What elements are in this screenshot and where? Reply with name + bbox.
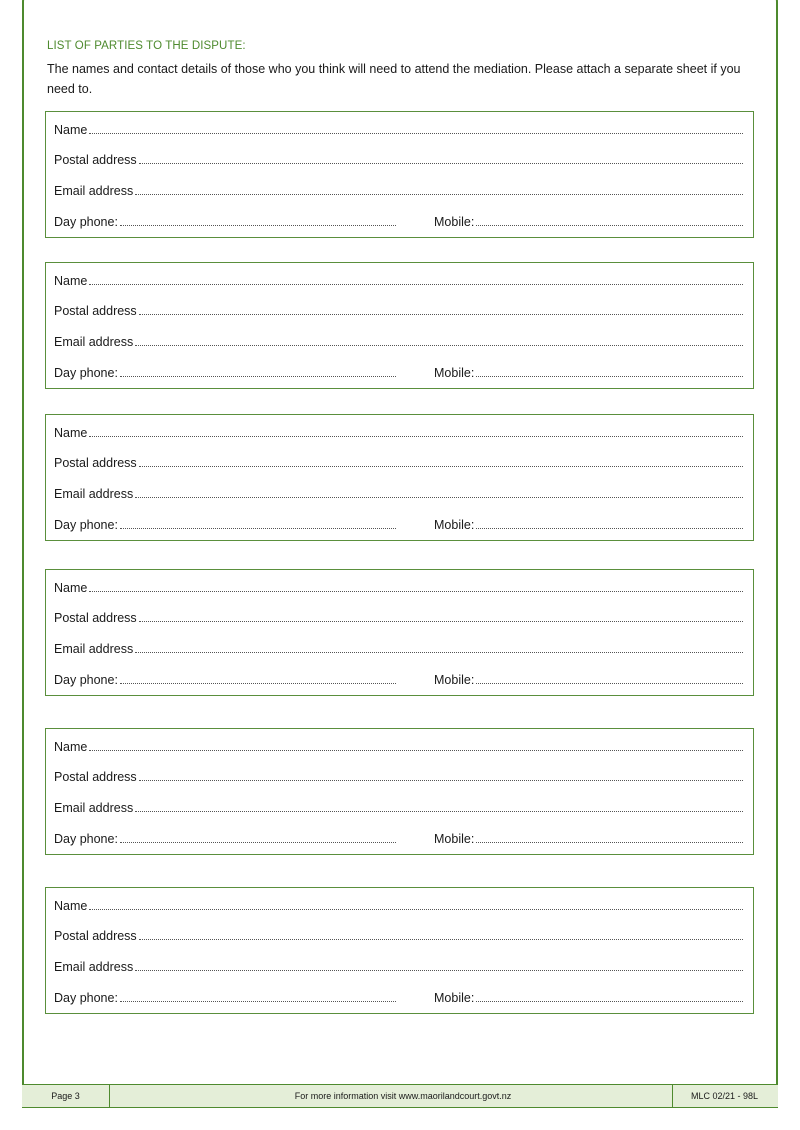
email-address-field[interactable] <box>54 485 743 501</box>
day-phone-field[interactable] <box>54 516 396 532</box>
party-entry-box <box>45 111 754 238</box>
day-phone-label: Day phone: <box>54 518 118 532</box>
footer-bar <box>22 1084 778 1108</box>
name-line[interactable] <box>89 133 743 134</box>
mobile-line[interactable] <box>476 225 743 226</box>
name-label: Name <box>54 274 88 288</box>
name-line[interactable] <box>89 909 743 910</box>
postal-address-line[interactable] <box>139 939 743 940</box>
postal-address-label: Postal address <box>54 929 137 943</box>
email-address-line[interactable] <box>135 970 743 971</box>
day-phone-line[interactable] <box>120 1001 396 1002</box>
day-phone-label: Day phone: <box>54 366 118 380</box>
mobile-line[interactable] <box>476 683 743 684</box>
name-line[interactable] <box>89 750 743 751</box>
mobile-label: Mobile: <box>434 673 475 687</box>
postal-address-field[interactable] <box>54 302 743 318</box>
name-field[interactable] <box>54 121 743 137</box>
day-phone-field[interactable] <box>54 989 396 1005</box>
day-phone-label: Day phone: <box>54 215 118 229</box>
email-address-label: Email address <box>54 960 134 974</box>
email-address-field[interactable] <box>54 640 743 656</box>
postal-address-label: Postal address <box>54 304 137 318</box>
mobile-line[interactable] <box>476 528 743 529</box>
party-entry-box <box>45 887 754 1014</box>
postal-address-field[interactable] <box>54 454 743 470</box>
mobile-field[interactable] <box>434 830 743 846</box>
postal-address-line[interactable] <box>139 163 743 164</box>
instructions-text: The names and contact details of those who you think will need to attend the mediation. Please attach a separate sheet if you need to. <box>47 62 741 96</box>
name-line[interactable] <box>89 591 743 592</box>
email-address-label: Email address <box>54 335 134 349</box>
name-line[interactable] <box>89 284 743 285</box>
postal-address-field[interactable] <box>54 609 743 625</box>
day-phone-label: Day phone: <box>54 832 118 846</box>
email-address-line[interactable] <box>135 194 743 195</box>
name-label: Name <box>54 581 88 595</box>
party-entry-box <box>45 728 754 855</box>
email-address-line[interactable] <box>135 345 743 346</box>
phone-row <box>54 213 743 229</box>
name-label: Name <box>54 123 88 137</box>
phone-row <box>54 364 743 380</box>
email-address-label: Email address <box>54 184 134 198</box>
email-address-label: Email address <box>54 801 134 815</box>
email-address-label: Email address <box>54 642 134 656</box>
name-field[interactable] <box>54 424 743 440</box>
postal-address-label: Postal address <box>54 456 137 470</box>
day-phone-label: Day phone: <box>54 991 118 1005</box>
name-label: Name <box>54 426 88 440</box>
mobile-field[interactable] <box>434 989 743 1005</box>
name-field[interactable] <box>54 897 743 913</box>
mobile-field[interactable] <box>434 213 743 229</box>
postal-address-line[interactable] <box>139 780 743 781</box>
mobile-field[interactable] <box>434 671 743 687</box>
postal-address-line[interactable] <box>139 621 743 622</box>
name-line[interactable] <box>89 436 743 437</box>
mobile-line[interactable] <box>476 1001 743 1002</box>
mobile-label: Mobile: <box>434 366 475 380</box>
page-number: Page 3 <box>22 1085 110 1107</box>
day-phone-line[interactable] <box>120 225 396 226</box>
name-field[interactable] <box>54 579 743 595</box>
mobile-label: Mobile: <box>434 215 475 229</box>
party-entry-box <box>45 414 754 541</box>
mobile-field[interactable] <box>434 364 743 380</box>
party-entry-box <box>45 262 754 389</box>
day-phone-field[interactable] <box>54 671 396 687</box>
postal-address-field[interactable] <box>54 768 743 784</box>
mobile-label: Mobile: <box>434 518 475 532</box>
postal-address-label: Postal address <box>54 153 137 167</box>
postal-address-field[interactable] <box>54 151 743 167</box>
postal-address-line[interactable] <box>139 466 743 467</box>
email-address-field[interactable] <box>54 333 743 349</box>
day-phone-label: Day phone: <box>54 673 118 687</box>
email-address-field[interactable] <box>54 958 743 974</box>
phone-row <box>54 830 743 846</box>
name-label: Name <box>54 899 88 913</box>
phone-row <box>54 671 743 687</box>
postal-address-label: Postal address <box>54 611 137 625</box>
mobile-label: Mobile: <box>434 832 475 846</box>
email-address-label: Email address <box>54 487 134 501</box>
postal-address-field[interactable] <box>54 927 743 943</box>
footer-info-text: For more information visit www.maorilandcourt.govt.nz <box>294 1091 512 1101</box>
email-address-field[interactable] <box>54 182 743 198</box>
day-phone-line[interactable] <box>120 842 396 843</box>
day-phone-line[interactable] <box>120 528 396 529</box>
postal-address-label: Postal address <box>54 770 137 784</box>
phone-row <box>54 989 743 1005</box>
mobile-line[interactable] <box>476 842 743 843</box>
postal-address-line[interactable] <box>139 314 743 315</box>
mobile-label: Mobile: <box>434 991 475 1005</box>
email-address-line[interactable] <box>135 811 743 812</box>
name-label: Name <box>54 740 88 754</box>
email-address-line[interactable] <box>135 652 743 653</box>
section-title: LIST OF PARTIES TO THE DISPUTE: <box>47 40 246 52</box>
mobile-field[interactable] <box>434 516 743 532</box>
email-address-field[interactable] <box>54 799 743 815</box>
phone-row <box>54 516 743 532</box>
mobile-line[interactable] <box>476 376 743 377</box>
day-phone-field[interactable] <box>54 213 396 229</box>
day-phone-field[interactable] <box>54 364 396 380</box>
email-address-line[interactable] <box>135 497 743 498</box>
party-entry-box <box>45 569 754 696</box>
form-code: MLC 02/21 - 98L <box>672 1085 776 1107</box>
day-phone-field[interactable] <box>54 830 396 846</box>
name-field[interactable] <box>54 738 743 754</box>
name-field[interactable] <box>54 272 743 288</box>
day-phone-line[interactable] <box>120 376 396 377</box>
day-phone-line[interactable] <box>120 683 396 684</box>
